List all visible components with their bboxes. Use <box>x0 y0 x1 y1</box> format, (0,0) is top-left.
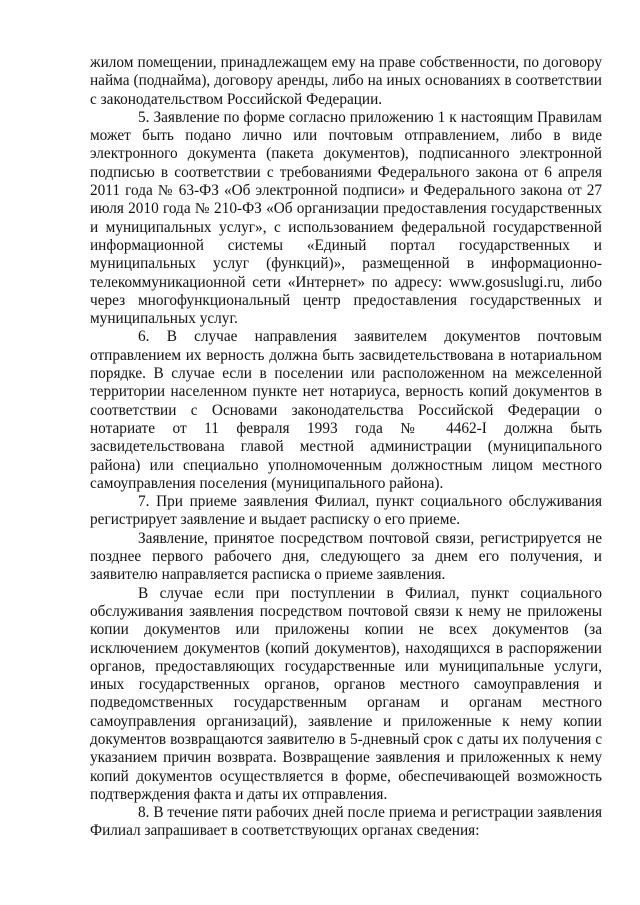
paragraph-7-registration: 7. При приеме заявления Филиал, пункт социального обслуживания регистрирует заявление и выдает расписку о его приеме. <box>90 493 602 529</box>
paragraph-missing-documents: В случае если при поступлении в Филиал, пункт социального обслуживания заявления посредством почтовой связи к нему не приложены копии документов или приложены копии не всех документов (за исключением документов (копий документов), находящихся в распоряжении органов, предоставляющих государственные или муниципальные услуги, иных государственных органов, органов местного самоуправления и подведомственных государственным органам и органам местного самоуправления организаций), заявление и приложенные к нему копии документов возвращаются заявителю в 5-дневный срок с даты их получения с указанием причин возврата. Возвращение заявления и приложенных к нему копий документов осуществляется в форме, обеспечивающей возможность подтверждения факта и даты их отправления. <box>90 584 602 803</box>
paragraph-5-application-submission: 5. Заявление по форме согласно приложению 1 к настоящим Правилам может быть подано лично или почтовым отправлением, либо в виде электронного документа (пакета документов), подписанного электронной подписью в соответствии с требованиями Федерального закона от 6 апреля 2011 года № 63-ФЗ «Об электронной подписи» и Федерального закона от 27 июля 2010 года № 210-ФЗ «Об организации предоставления государственных и муниципальных услуг», с использованием федеральной государственной информационной системы «Единый портал государственных и муниципальных услуг (функций)», размещенной в информационно-телекоммуникационной сети «Интернет» по адресу: www.gosuslugi.ru, либо через многофункциональный центр предоставления государственных и муниципальных услуг. <box>90 108 602 328</box>
paragraph-8-requests: 8. В течение пяти рабочих дней после приема и регистрации заявления Филиал запрашивает в соответствующих органах сведения: <box>90 804 602 840</box>
paragraph-postal-registration: Заявление, принятое посредством почтовой связи, регистрируется не позднее первого рабочего дня, следующего за днем его получения, и заявителю направляется расписка о приеме заявления. <box>90 529 602 584</box>
paragraph-6-postal-documents: 6. В случае направления заявителем документов почтовым отправлением их верность должна быть засвидетельствована в нотариальном порядке. В случае если в поселении или расположенном на межселенной территории населенном пункте нет нотариуса, верность копий документов в соответствии с Основами законодательства Российской Федерации о нотариате от 11 февраля 1993 года № 4462-I должна быть засвидетельствована главой местной администрации (муниципального района) или специально уполномоченным должностным лицом местного самоуправления поселения (муниципального района). <box>90 328 602 492</box>
document-body <box>90 54 602 841</box>
paragraph-continuation: жилом помещении, принадлежащем ему на праве собственности, по договору найма (поднайма), договору аренды, либо на иных основаниях в соответствии с законодательством Российской Федерации. <box>90 54 602 108</box>
